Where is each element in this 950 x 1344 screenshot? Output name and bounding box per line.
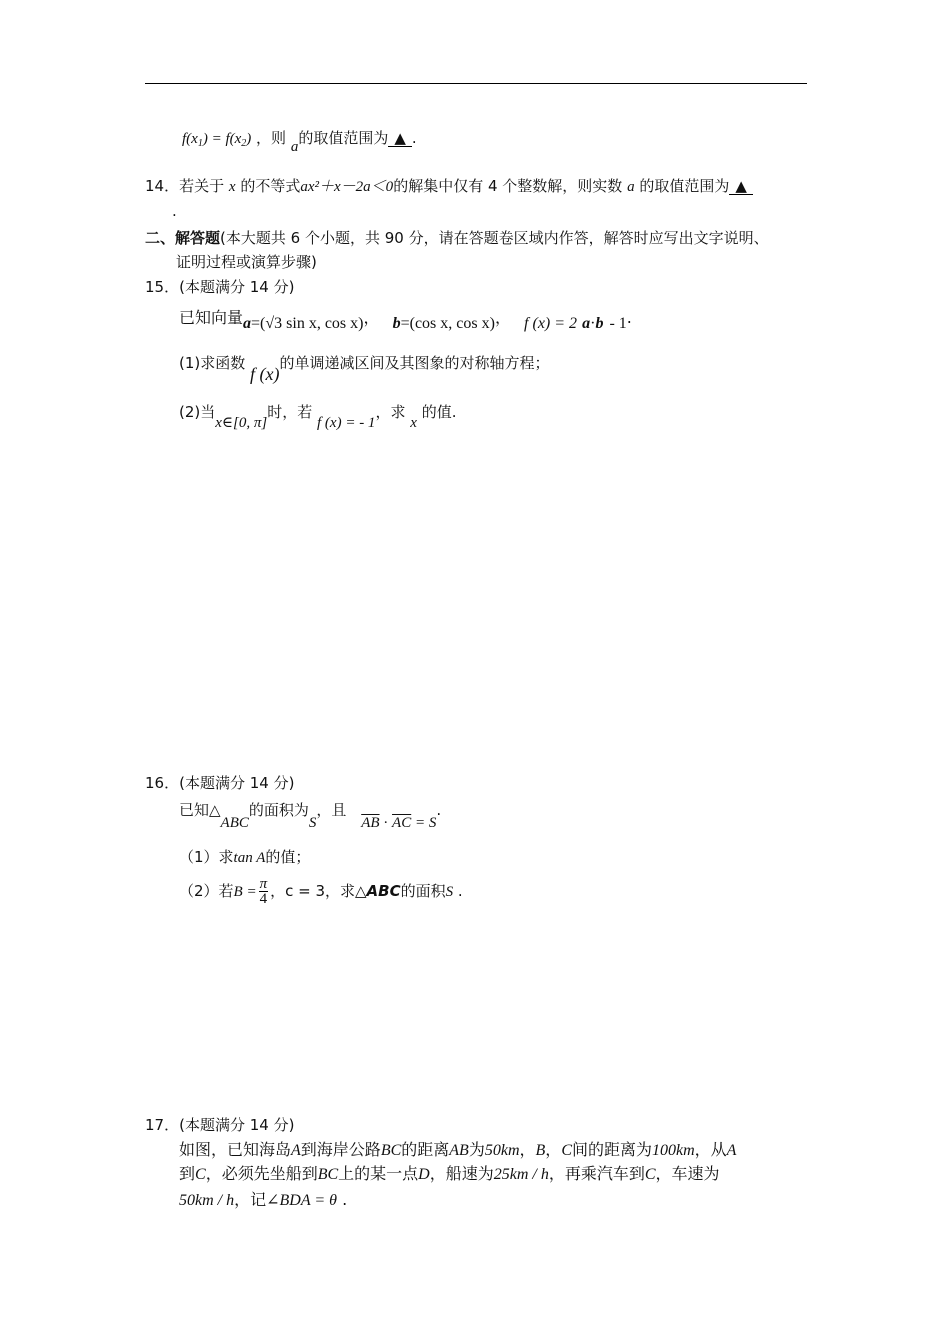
q13-rhs: ) [246, 131, 252, 147]
q17-text-2f: ，车速为 [655, 1164, 720, 1183]
point-c-2: C [195, 1166, 206, 1183]
q14-text1: 若关于 [179, 177, 225, 195]
q15-p2-text1: 时，若 [267, 403, 313, 421]
point-b: B [535, 1142, 546, 1159]
pi-over-4-fraction [259, 877, 269, 906]
q15-f-def: f (x) = 2 [524, 315, 578, 332]
q15-given-text: 已知向量 [179, 308, 244, 327]
q16-s: S [308, 815, 317, 831]
q16-text1: 的面积为 [248, 801, 309, 819]
q14-number: 14． [145, 177, 180, 195]
q15-b: b [595, 315, 604, 332]
q14-x: x [228, 179, 236, 195]
q13-var: a [290, 139, 299, 155]
q17-text-2a: 到 [179, 1164, 196, 1183]
q16-given-text: 已知△ [179, 801, 221, 819]
segment-ab: AB [449, 1142, 469, 1159]
q15-comma1: ， [363, 308, 380, 327]
q16-period: . [436, 801, 442, 819]
distance-50km: 50km [484, 1142, 520, 1159]
q15-part2 [179, 402, 457, 431]
q17-text-3b: . [342, 1190, 348, 1209]
q14-expr: ax²＋x－2a＜0 [300, 179, 394, 195]
q17-text-1d: 为 [468, 1140, 485, 1159]
q14-text2: 的不等式 [240, 177, 301, 195]
q16-dot-product [361, 813, 436, 831]
q15-p2-text2: ，求 [375, 403, 406, 421]
q17-line1 [179, 1140, 736, 1161]
q17-text-2b: ，必须先坐船到 [205, 1164, 318, 1183]
section2-desc2: 证明过程或演算步骤) [176, 253, 317, 271]
section2-line1 [145, 228, 769, 248]
segment-bc: BC [380, 1142, 402, 1159]
q16-number: 16． [145, 774, 180, 792]
q16-p2-dot: . [457, 882, 463, 900]
q17-header [145, 1115, 294, 1135]
q17-line2 [179, 1164, 720, 1185]
fraction-denominator: 4 [259, 891, 268, 907]
q15-p2-domain: x∈[0, π] [215, 415, 268, 431]
q16-p1-label: （1）求 [179, 848, 234, 866]
q15-given [179, 308, 632, 332]
q16-part2 [179, 871, 463, 912]
angle-bda: ∠BDA = θ [266, 1192, 337, 1209]
q15-p2-label: (2)当 [179, 403, 216, 421]
q17-line3 [179, 1190, 347, 1211]
q15-period: . [626, 308, 632, 327]
header-rule [145, 83, 807, 84]
q16-p2-c: ，c = 3，求△ [270, 882, 367, 900]
segment-bc-2: BC [317, 1166, 339, 1183]
q16-p1-tan: tan A [233, 850, 266, 866]
q16-score: (本题满分 14 分) [179, 774, 295, 792]
q15-p1-label: (1)求函数 [179, 354, 246, 372]
q17-number: 17． [145, 1116, 180, 1134]
section2-desc1: (本大题共 6 个小题，共 90 分，请在答题卷区域内作答，解答时应写出文字说明、 [220, 229, 769, 247]
q16-p2-end: 的面积 [400, 882, 446, 900]
q13-lhs: f(x [182, 131, 198, 147]
q13-mid: ) = f(x [202, 131, 242, 147]
q14-a: a [627, 179, 635, 195]
q15-header [145, 277, 294, 297]
q15-p2-text3: 的值. [421, 403, 457, 421]
q17-text-1h: ，从 [694, 1140, 727, 1159]
q15-minus1: - 1 [609, 315, 627, 332]
q16-header [145, 773, 294, 793]
fraction-numerator: π [259, 876, 268, 892]
point-c: C [561, 1142, 572, 1159]
q17-text-1f: ， [545, 1140, 562, 1159]
q15-p2-x: x [410, 415, 417, 431]
q14-line [145, 176, 753, 197]
q13-sub2: 2 [241, 138, 247, 149]
q16-p2-s: S [445, 884, 454, 900]
point-a: A [291, 1142, 301, 1159]
q16-p1-end: 的值； [265, 848, 311, 866]
distance-100km: 100km [652, 1142, 695, 1159]
q16-p2-label: （2）若 [179, 882, 234, 900]
q16-p2-b: B = [233, 884, 257, 900]
q16-part1 [179, 847, 310, 868]
vector-b: b [392, 315, 401, 332]
vector-b-value: =(cos x, cos x) [400, 315, 495, 332]
q15-a: a [582, 315, 591, 332]
section2-title: 二、解答题 [145, 229, 221, 247]
q16-text2: ，且 [316, 801, 347, 819]
q17-text-1e: ， [519, 1140, 536, 1159]
vector-a: a [243, 315, 252, 332]
vector-a-value: =(√3 sin x, cos x) [251, 315, 364, 332]
q15-dot: · [590, 315, 596, 332]
answer-blank[interactable]: ▲ [729, 178, 753, 195]
q17-text-2e: ，再乘汽车到 [548, 1164, 645, 1183]
q16-dot-op: · [379, 815, 393, 831]
q13-text2: 的取值范围为 [298, 129, 389, 147]
q13-text1: ，则 [256, 129, 287, 147]
point-a-2: A [726, 1142, 737, 1159]
q14-text4: 的取值范围为 [639, 177, 730, 195]
q17-text-3a: ，记 [234, 1190, 267, 1209]
q15-score: (本题满分 14 分) [179, 278, 295, 296]
point-c-3: C [644, 1166, 656, 1183]
q17-text-1c: 的距离 [401, 1140, 450, 1159]
q15-part1 [179, 352, 550, 384]
q13-end: . [411, 129, 417, 147]
q13-tail-line [182, 128, 417, 154]
q17-text-1a: 如图，已知海岛 [179, 1140, 292, 1159]
q15-number: 15． [145, 278, 180, 296]
speed-25: 25km / h [493, 1166, 549, 1183]
q17-score: (本题满分 14 分) [179, 1116, 295, 1134]
q13-sub1: 1 [197, 138, 203, 149]
q15-comma2: ， [494, 308, 511, 327]
answer-blank[interactable]: ▲ [388, 130, 412, 147]
q17-text-1g: 间的距离为 [571, 1140, 652, 1159]
vector-ab: $\overline{AB}$ [361, 815, 380, 831]
vector-ac: $\overline{AC}$ [392, 815, 412, 831]
q15-p2-eq: f (x) = - 1 [317, 415, 376, 431]
q14-text3: 的解集中仅有 4 个整数解，则实数 [393, 177, 623, 195]
q15-p1-fx: f (x) [250, 364, 280, 384]
point-d: D [418, 1166, 430, 1183]
q14-dot: . [172, 202, 177, 220]
q16-given [179, 800, 442, 831]
q17-text-2d: ，船速为 [429, 1164, 494, 1183]
q16-eq-s: = S [411, 815, 437, 831]
q17-text-1b: 到海岸公路 [300, 1140, 381, 1159]
q15-p1-text: 的单调递减区间及其图象的对称轴方程； [279, 354, 550, 372]
q17-text-2c: 上的某一点 [338, 1164, 419, 1183]
q16-p2-abc: ABC [366, 882, 401, 900]
q16-abc: ABC [220, 815, 249, 831]
speed-50: 50km / h [179, 1192, 235, 1209]
